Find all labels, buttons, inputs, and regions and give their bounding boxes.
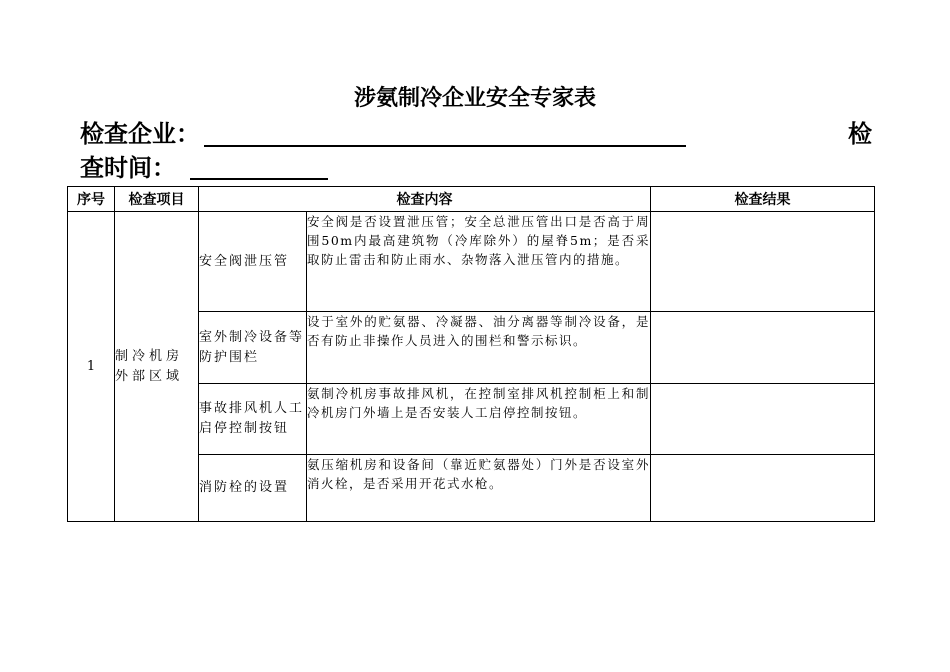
- content-cell: 设于室外的贮氨器、冷凝器、油分离器等制冷设备，是否有防止非操作人员进入的围栏和警示标识。: [307, 312, 651, 384]
- subitem-cell: 事故排风机人工启停控制按钮: [199, 384, 307, 455]
- result-cell[interactable]: [651, 384, 875, 455]
- content-cell: 安全阀是否设置泄压管；安全总泄压管出口是否高于周围50m内最高建筑物（冷库除外）的屋脊5m；是否采取防止雷击和防止雨水、杂物落入泄压管内的措施。: [307, 212, 651, 312]
- table-row: [68, 212, 875, 312]
- company-label-wrap-char: 检: [848, 120, 872, 148]
- content-cell: 氨制冷机房事故排风机，在控制室排风机控制柜上和制冷机房门外墙上是否安装人工启停控制按钮。: [307, 384, 651, 455]
- result-cell[interactable]: [651, 312, 875, 384]
- inspection-area: 制冷机房外部区域: [115, 212, 199, 522]
- subitem-cell: 消防栓的设置: [199, 455, 307, 522]
- result-cell[interactable]: [651, 212, 875, 312]
- subitem-cell: 安全阀泄压管: [199, 212, 307, 312]
- table-header-row: [68, 187, 875, 212]
- company-field-row: [80, 117, 872, 151]
- inspection-table: [67, 186, 875, 522]
- result-cell[interactable]: [651, 455, 875, 522]
- header-result: 检查结果: [651, 187, 875, 212]
- company-label: 检查企业：: [80, 120, 200, 148]
- row-number: 1: [68, 212, 115, 522]
- subitem-cell: 室外制冷设备等防护围栏: [199, 312, 307, 384]
- content-cell: 氨压缩机房和设备间（靠近贮氨器处）门外是否设室外消火栓，是否采用开花式水枪。: [307, 455, 651, 522]
- header-no: 序号: [68, 187, 115, 212]
- time-blank-line: [190, 178, 328, 180]
- time-label: 查时间：: [80, 154, 176, 182]
- header-content: 检查内容: [199, 187, 651, 212]
- page-title: 涉氨制冷企业安全专家表: [353, 86, 596, 111]
- time-field-row: [80, 151, 176, 185]
- company-blank-line: [204, 145, 686, 147]
- header-item: 检查项目: [115, 187, 199, 212]
